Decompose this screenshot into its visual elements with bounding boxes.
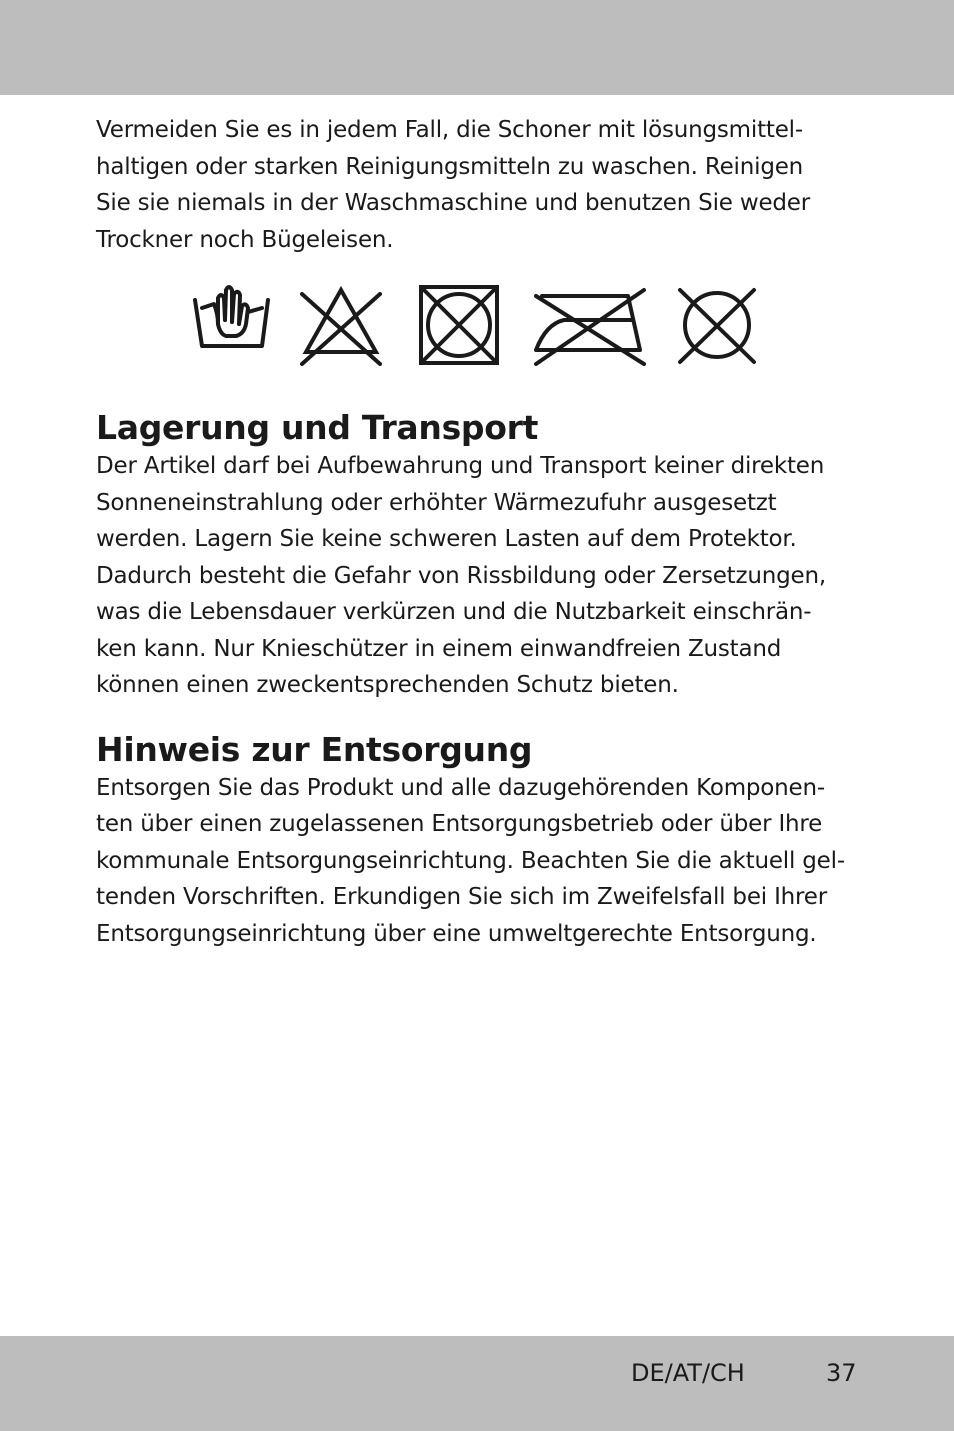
intro-paragraph: [96, 112, 866, 258]
disposal-paragraph: [96, 770, 866, 953]
no-bleach-icon: [300, 284, 382, 366]
text-line: was die Lebensdauer verkürzen und die Nutzbarkeit einschrän-: [96, 599, 812, 625]
text-line: kommunale Entsorgungseinrichtung. Beachten Sie die aktuell gel-: [96, 847, 845, 874]
text-line: tenden Vorschriften. Erkundigen Sie sich im Zweifelsfall bei Ihrer: [96, 884, 827, 910]
text-line: können einen zweckentsprechenden Schutz bieten.: [96, 672, 679, 698]
no-ironing-icon: [532, 284, 648, 366]
text-line: Entsorgungseinrichtung über eine umweltgerechte Entsorgung.: [96, 920, 817, 947]
page-number: 37: [826, 1359, 857, 1387]
header-bar: [0, 0, 954, 95]
footer-region-label: DE/AT/CH: [631, 1359, 745, 1387]
text-line: Sie sie niemals in der Waschmaschine und benutzen Sie weder: [96, 190, 811, 216]
storage-paragraph: [96, 448, 866, 704]
care-symbols: [192, 284, 772, 376]
no-tumble-dry-icon: [418, 284, 500, 366]
text-line: Dadurch besteht die Gefahr von Rissbildung oder Zersetzungen,: [96, 562, 826, 589]
text-line: Sonneneinstrahlung oder erhöhter Wärmezufuhr ausgesetzt: [96, 489, 777, 516]
text-line: Vermeiden Sie es in jedem Fall, die Schoner mit lösungsmittel-: [96, 117, 803, 143]
text-line: haltigen oder starken Reinigungsmitteln zu waschen. Reinigen: [96, 153, 804, 180]
text-line: ken kann. Nur Knieschützer in einem einwandfreien Zustand: [96, 635, 782, 662]
page-content: [96, 112, 866, 952]
disposal-heading: Hinweis zur Entsorgung: [96, 729, 533, 769]
no-dry-cleaning-icon: [672, 284, 762, 366]
text-line: ten über einen zugelassenen Entsorgungsbetrieb oder über Ihre: [96, 811, 823, 837]
text-line: Entsorgen Sie das Produkt und alle dazugehörenden Komponen-: [96, 774, 825, 801]
text-line: werden. Lagern Sie keine schweren Lasten auf dem Protektor.: [96, 526, 797, 552]
storage-heading: Lagerung und Transport: [96, 408, 539, 447]
footer-bar: [0, 1336, 954, 1431]
text-line: Der Artikel darf bei Aufbewahrung und Transport keiner direkten: [96, 453, 825, 479]
text-line: Trockner noch Bügeleisen.: [96, 226, 394, 253]
hand-wash-icon: [192, 284, 270, 354]
